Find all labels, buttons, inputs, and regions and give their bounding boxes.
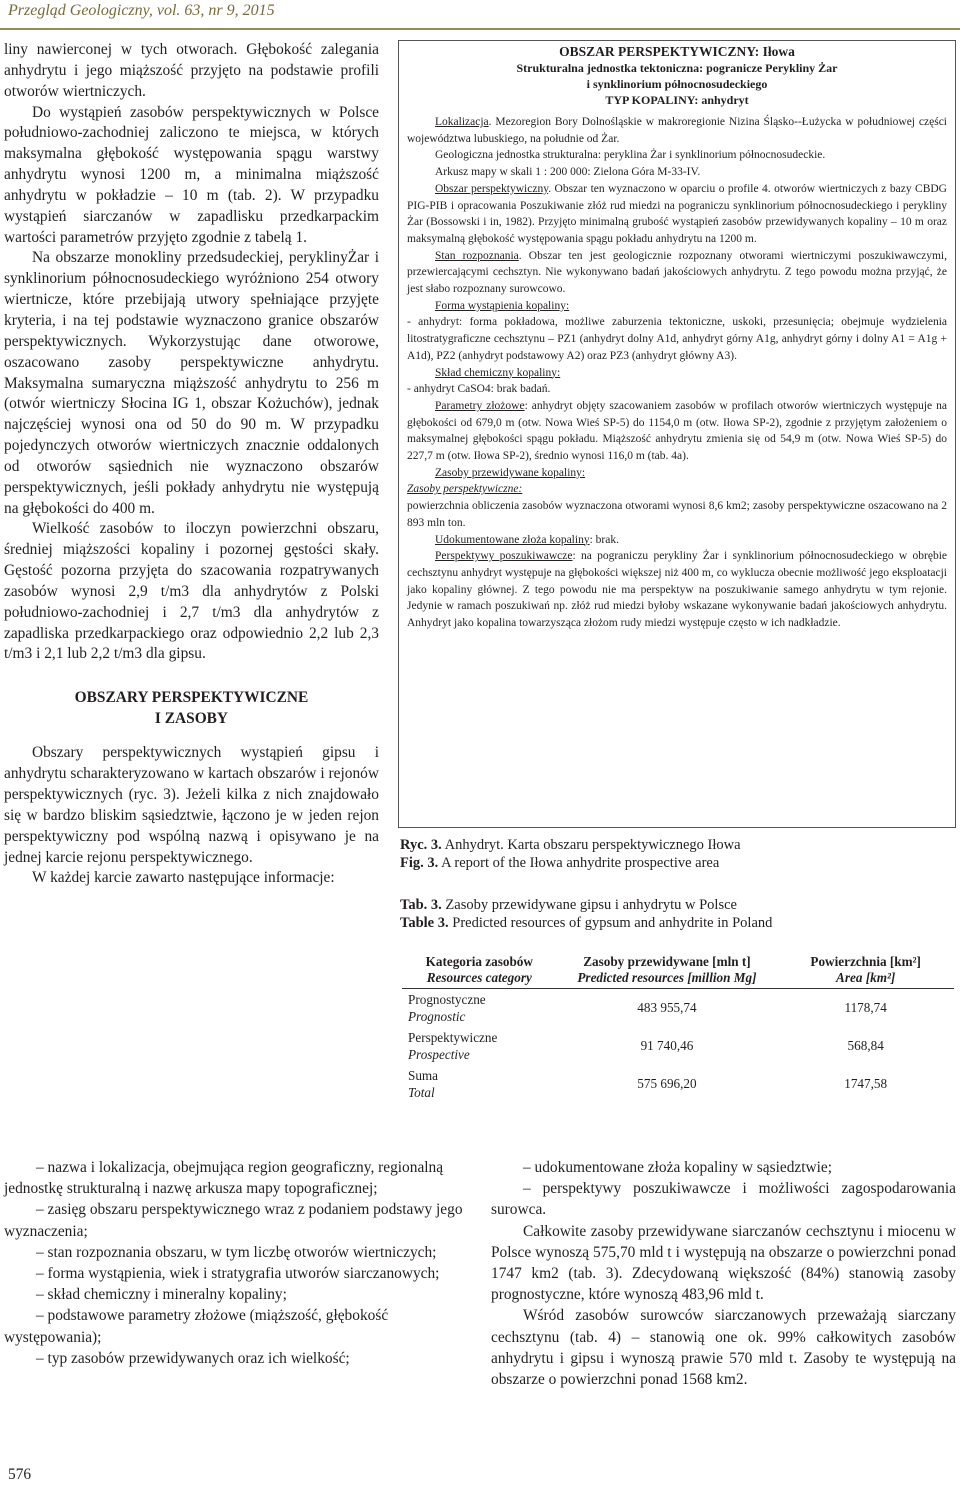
table-cell-area: 568,84 bbox=[847, 1038, 884, 1053]
resources-table bbox=[402, 952, 954, 1103]
list-item: – perspektywy poszukiwawcze i możliwości zagospodarowania surowca. bbox=[491, 1180, 956, 1219]
table-cell-area: 1178,74 bbox=[844, 1000, 887, 1015]
table-cell-resources: 91 740,46 bbox=[640, 1038, 694, 1053]
paragraph: Do wystąpień zasobów perspektywicznych w Polsce południowo-zachodniej zaliczono te miejsca, w których maksymalna głębokość występowania spągu warstwy anhydrytu wynosi 1200 m, a minimalna miąższość anhydrytu w pokładzie – 10 m (tab. 2). W przypadku wystąpień siarczanów w zapadlisku przedkarpackim wartości parametrów przyjęto zgodnie z tabelą 1. bbox=[4, 103, 379, 246]
card-stan: Stan rozpoznania. Obszar ten jest geologicznie rozpoznany otworami wiertniczymi poszukiwawczymi, przewiercającymi cechsztyn. Nie wykonywano badań jakościowych anhydrytu. Z tego powodu można przyjąć, że jest słabo rozpoznany surowcowo. bbox=[407, 249, 947, 296]
card-forma: - anhydryt: forma pokładowa, możliwe zaburzenia tektoniczne, uskoki, przesunięcia; obejmuje wydzielenia litostratygraficzne cechsztynu – PZ1 (anhydryt dolny A1d, anhydryt górny A1g, anhydryt górny i dolny A1 = A1g + A1d), PZ2 (anhydryt podstawowy A2) oraz PZ3 (anhydryt główny A3). bbox=[407, 316, 947, 362]
table-cell-category: Suma Total bbox=[408, 1068, 439, 1100]
table-cell-category: Perspektywiczne Prospective bbox=[408, 1030, 498, 1062]
journal-header: Przegląd Geologiczny, vol. 63, nr 9, 2015 bbox=[8, 2, 275, 19]
card-arkusz: Arkusz mapy w skali 1 : 200 000: Zielona Góra M-33-IV. bbox=[435, 166, 701, 179]
table-caption-en: Table 3. Predicted resources of gypsum and anhydrite in Poland bbox=[400, 915, 773, 931]
card-geol: Geologiczna jednostka strukturalna: peryklina Żar i synklinorium północnosudeckie. bbox=[435, 149, 826, 162]
list-item: – nazwa i lokalizacja, obejmująca region geograficzny, regionalną jednostkę strukturalną i nazwę arkusza mapy topograficznej; bbox=[4, 1159, 444, 1198]
table-cell-resources: 575 696,20 bbox=[637, 1076, 697, 1091]
right-column bbox=[491, 1157, 956, 1390]
figure-caption-en: Fig. 3. A report of the Iłowa anhydrite prospective area bbox=[400, 855, 720, 871]
list-item: – stan rozpoznania obszaru, w tym liczbę otworów wiertniczych; bbox=[36, 1243, 437, 1261]
section-title-line: I ZASOBY bbox=[154, 710, 229, 728]
card-subtitle: TYP KOPALINY: anhydryt bbox=[605, 93, 749, 107]
figure-caption bbox=[400, 836, 741, 872]
card-title: OBSZAR PERSPEKTYWICZNY: Iłowa bbox=[559, 44, 795, 59]
table-row bbox=[402, 1065, 954, 1103]
paragraph: liny nawierconej w tych otworach. Głębokość zalegania anhydrytu i jego miąższość przyjęto na podstawie profili otworów wiertniczych. bbox=[4, 41, 379, 100]
paragraph: Wielkość zasobów to iloczyn powierzchni obszaru, średniej miąższości kopaliny i pozornej gęstości skały. Gęstość pozorna przyjęta do szacowania rozpatrywanych zasobów wynosi 2,9 t/m3 dla anhydrytów z Polski południowo-zachodniej i 2,7 t/m3 dla anhydrytów z zapadliska przedkarpackiego oraz odpowiednio 2,2 lub 2,3 t/m3 i 2,1 lub 2,2 t/m3 dla gipsu. bbox=[4, 520, 379, 663]
list-item: – udokumentowane złoża kopaliny w sąsiedztwie; bbox=[523, 1159, 833, 1176]
info-list bbox=[4, 1157, 470, 1369]
table-cell-area: 1747,58 bbox=[844, 1076, 888, 1091]
page-number: 576 bbox=[8, 1466, 32, 1483]
card-lokalizacja: Lokalizacja. Mezoregion Bory Dolnośląskie w makroregionie Nizina Śląsko--Łużycka w południowej części województwa lubuskiego, na południe od Żar. bbox=[407, 116, 947, 145]
card-obszar: Obszar perspektywiczny. Obszar ten wyznaczono w oparciu o profile 4. otworów wiertniczych z bazy CBDG PIG-PIB i opracowania Poszukiwanie złóż rud miedzi na pograniczu synklinorium północnosudeckiego i perykliny Żar (Bossowski i in, 1982). Przyjęto minimalną grubość wystąpień zasobów przewidywanych kopaliny – 10 m oraz maksymalną głębokość występowania spągu pokładu anhydrytu na 1200 m. bbox=[407, 182, 947, 245]
card-zasoby: powierzchnia obliczenia zasobów wyznaczona otworami wynosi 8,6 km2; zasoby perspektywiczne oszacowano na 2 893 mln ton. bbox=[407, 500, 947, 529]
column-header: Zasoby przewidywane [mln t] Predicted resources [million Mg] bbox=[557, 952, 778, 989]
card-udok: Udokumentowane złoża kopaliny: brak. bbox=[435, 533, 619, 546]
list-item: – zasięg obszaru perspektywicznego wraz z podaniem podstawy jego wyznaczenia; bbox=[4, 1201, 463, 1240]
card-subtitle: i synklinorium północnosudeckiego bbox=[586, 77, 768, 91]
card-forma-label: Forma wystąpienia kopaliny: bbox=[435, 299, 570, 312]
list-item: – forma wystąpienia, wiek i stratygrafia utworów siarczanowych; bbox=[36, 1265, 440, 1283]
paragraph: Obszary perspektywicznych wystąpień gipsu i anhydrytu scharakteryzowano w kartach obszarów i rejonów perspektywicznych (ryc. 3). Jeżeli kilka z nich znajdowało się w bardzo bliskim sąsiedztwie, łączono je w jeden rejon perspektywiczny pod wspólną nazwą i opisywano je na jednej karcie rejonu perspektywicznego. bbox=[4, 744, 379, 866]
header-rule bbox=[0, 28, 960, 30]
resources-table-wrapper bbox=[402, 952, 954, 1103]
table-cell-category: Prognostyczne Prognostic bbox=[408, 992, 486, 1024]
table-header-row bbox=[402, 952, 954, 989]
section-title bbox=[4, 687, 379, 729]
column-header: Powierzchnia [km²] Area [km²] bbox=[777, 952, 954, 989]
card-persp: Perspektywy poszukiwawcze: na pograniczu perykliny Żar i synklinorium północnosudeckiego w obrębie cechsztynu anhydryt występuje na głębokości większej niż 400 m, co wyklucza obecnie możliwość jego eksploatacji jako kopaliny głównej. Z tego powodu nie ma perspektyw na poszukiwanie samego anhydrytu w tym rejonie. Jedynie w ramach poszukiwań np. złóż rud miedzi byłoby wskazane wykonywanie badań jakościowych anhydrytu. Anhydryt jako kopalina towarzysząca złożom rudy miedzi występuje często w ich nadkładzie. bbox=[407, 550, 947, 630]
card-param: Parametry złożowe: anhydryt objęty szacowaniem zasobów w profilach otworów wiertniczych występuje na głębokości od 679,0 m (otw. Nowa Wieś SP-5) do 1154,0 m (otw. Iłowa SP-2), zgodnie z przyjętym założeniem o maksymalnej głębokości spągu pokładu. Miąższość anhydrytu zmienia się od 54,9 m (otw. Nowa Wieś SP-5) do 227,7 m (otw. Iłowa SP-2), średnio wynosi 116,0 m (tab. 4a). bbox=[407, 399, 947, 463]
left-column bbox=[4, 40, 379, 889]
column-header: Kategoria zasobów Resources category bbox=[402, 952, 557, 989]
figure-card bbox=[407, 44, 947, 632]
card-sklad: - anhydryt CaSO4: brak badań. bbox=[407, 383, 551, 396]
card-sklad-label: Skład chemiczny kopaliny: bbox=[435, 366, 561, 379]
table-cell-resources: 483 955,74 bbox=[637, 1000, 697, 1015]
paragraph: Na obszarze monokliny przedsudeckiej, peryklinyŻar i synklinorium północnosudeckiego wyróżniono 254 otwory wiertnicze, które przebijają utwory spełniające przyjęte kryteria, i na tej podstawie wyznaczono granice obszarów perspektywicznych. Wykorzystując dane otworowe, oszacowano zasoby perspektywiczne anhydrytu. Maksymalna sumaryczna miąższość anhydrytu to 256 m (otwór wiertniczy Słocina IG 1, obszar Kożuchów), jednak najczęściej wynosi ona od 50 do 90 m. W przypadku pojedynczych otworów wiertniczych znacznie oddalonych od otworów sąsiednich nie wyznaczono obszarów perspektywicznych, jeśli pokłady anhydrytu nie występują na głębokości do 400 m. bbox=[4, 249, 379, 517]
paragraph: W każdej karcie zawarto następujące informacje: bbox=[32, 869, 335, 887]
section-title-line: OBSZARY PERSPEKTYWICZNE bbox=[74, 689, 309, 707]
paragraph: Całkowite zasoby przewidywane siarczanów cechsztynu i miocenu w Polsce wynoszą 575,70 mld t i występują na obszarze o powierzchni ponad 1747 km2 (tab. 3). Zdecydowaną większość (84%) stanowią zasoby prognostyczne, które wynoszą 483,96 mld t. bbox=[491, 1222, 956, 1304]
table-caption-pl: Tab. 3. Zasoby przewidywane gipsu i anhydrytu w Polsce bbox=[400, 897, 737, 913]
list-item: – podstawowe parametry złożowe (miąższość, głębokość występowania); bbox=[4, 1307, 389, 1346]
figure-caption-pl: Ryc. 3. Anhydryt. Karta obszaru perspektywicznego Iłowa bbox=[400, 837, 741, 853]
table-row bbox=[402, 989, 954, 1028]
list-item: – skład chemiczny i mineralny kopaliny; bbox=[36, 1286, 287, 1304]
card-subtitle: Strukturalna jednostka tektoniczna: pogranicze Perykliny Żar bbox=[516, 61, 838, 75]
paragraph: Wśród zasobów surowców siarczanowych przeważają siarczany cechsztynu (tab. 4) – stanowią one ok. 99% całkowitych zasobów anhydrytu i gipsu i wynoszą prawie 570 mld t. Zasoby te występują na obszarze o powierzchni ponad 1568 km2. bbox=[491, 1307, 956, 1389]
table-row bbox=[402, 1027, 954, 1065]
card-zasoby-persp: Zasoby perspektywiczne: bbox=[407, 483, 523, 496]
card-zasoby-label: Zasoby przewidywane kopaliny: bbox=[435, 466, 586, 479]
list-item: – typ zasobów przewidywanych oraz ich wielkość; bbox=[36, 1349, 350, 1367]
card-header bbox=[407, 44, 947, 108]
table-caption bbox=[400, 896, 772, 932]
